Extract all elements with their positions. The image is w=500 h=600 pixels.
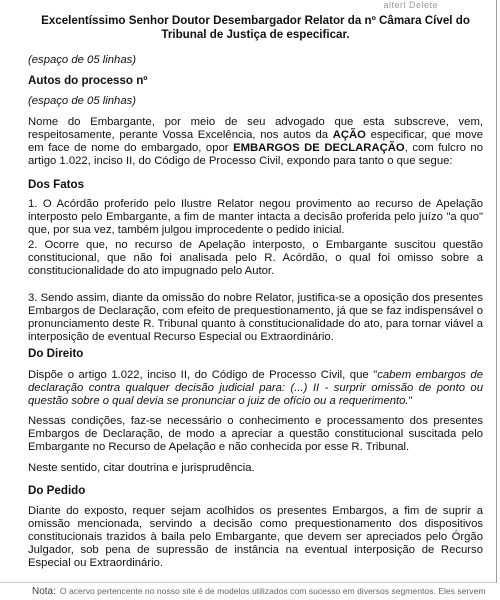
section-heading-pedido: Do Pedido [28, 484, 86, 497]
process-number-heading: Autos do processo nº [28, 74, 148, 87]
section-heading-direito: Do Direito [28, 347, 84, 360]
direito-paragraph-1 [28, 369, 483, 408]
embargos-term: EMBARGOS DE DECLARAÇÃO [233, 142, 405, 154]
fato-paragraph-2: 2. Ocorre que, no recurso de Apelação interposto, o Embargante suscitou questão constitucional, que não foi analisada pelo R. Acórdão, o qual foi omisso sobre a constitucionalidade do ato impugnado pelo Autor. [28, 239, 483, 277]
note-label: Nota: [32, 586, 56, 597]
pedido-paragraph: Diante do exposto, requer sejam acolhidos os presentes Embargos, a fim de suprir a omissão mencionada, servindo a decisão como prequestionamento dos dispositivos constitucionais trazidos à baila pelo Embargante, que devem ser apreciados pelo Órgão Julgador, sob pena de supressão de instância na eventual interposição de Recurso Especial ou Extraordinário. [28, 505, 483, 569]
intro-paragraph [28, 116, 483, 168]
acao-term: AÇÃO [332, 129, 366, 141]
intro-text-1: Nome do Embargante, por meio de seu advogado que esta subscreve, vem, respeitosamente, perante Vossa Excelência, nos autos da [28, 116, 483, 141]
fato-paragraph-3: 3. Sendo assim, diante da omissão do nobre Relator, justifica-se a oposição dos presentes Embargos de Declaração, com efeito de prequestionamento, já que se faz indispensável o pronunciamento deste R. Tribunal quanto à constitucionalidade do ato, para tornar viável a interposição de eventual Recurso Especial ou Extraordinário. [28, 292, 483, 343]
footer-note [0, 584, 500, 600]
direito-quote: cabem embargos de declaração contra qualquer decisão judicial para: (...) II - surprir omissão de ponto ou questão sobre o qual devia se pronunciar o juiz de ofício ou a requerimento. [28, 369, 483, 407]
direito-text-2: " [408, 395, 413, 407]
faded-overlay-text: alterl Delete [383, 0, 438, 10]
direito-paragraph-3: Neste sentido, citar doutrina e jurisprudência. [28, 462, 255, 474]
spacing-note-1: (espaço de 05 linhas) [28, 54, 137, 66]
fato-paragraph-1: 1. O Acórdão proferido pelo Ilustre Relator negou provimento ao recurso de Apelação interposto pelo Embargante, a fim de manter intacta a decisão proferida pelo juízo "a quo" que, por sua vez, também julgou improcedente o pedido inicial. [28, 198, 483, 236]
intro-text-3: , com fulcro no artigo 1.022, inciso II, do Código de Processo Civil, expondo para tanto o que segue: [28, 142, 483, 167]
direito-paragraph-2: Nessas condições, faz-se necessário o conhecimento e processamento dos presentes Embargos de Declaração, de modo a apreciar a questão constitucional suscitada pelo Embargante no Recurso de Apelação e não conhecida por esse R. Tribunal. [28, 415, 483, 453]
spacing-note-2: (espaço de 05 linhas) [28, 95, 137, 107]
direito-text-1: Dispõe o artigo 1.022, inciso II, do Código de Processo Civil, que " [28, 369, 378, 381]
document-header: Excelentíssimo Senhor Doutor Desembargador Relator da nº Câmara Cível do Tribunal de Justiça de especificar. [41, 14, 470, 41]
section-heading-fatos: Dos Fatos [28, 178, 85, 191]
note-text: O acervo pertencente no nosso site é de modelos utilizados com sucesso em diversos segmentos. Eles servem [59, 586, 486, 596]
intro-text-2: especificar, que move em face de nome do embargado, opor [28, 129, 483, 154]
